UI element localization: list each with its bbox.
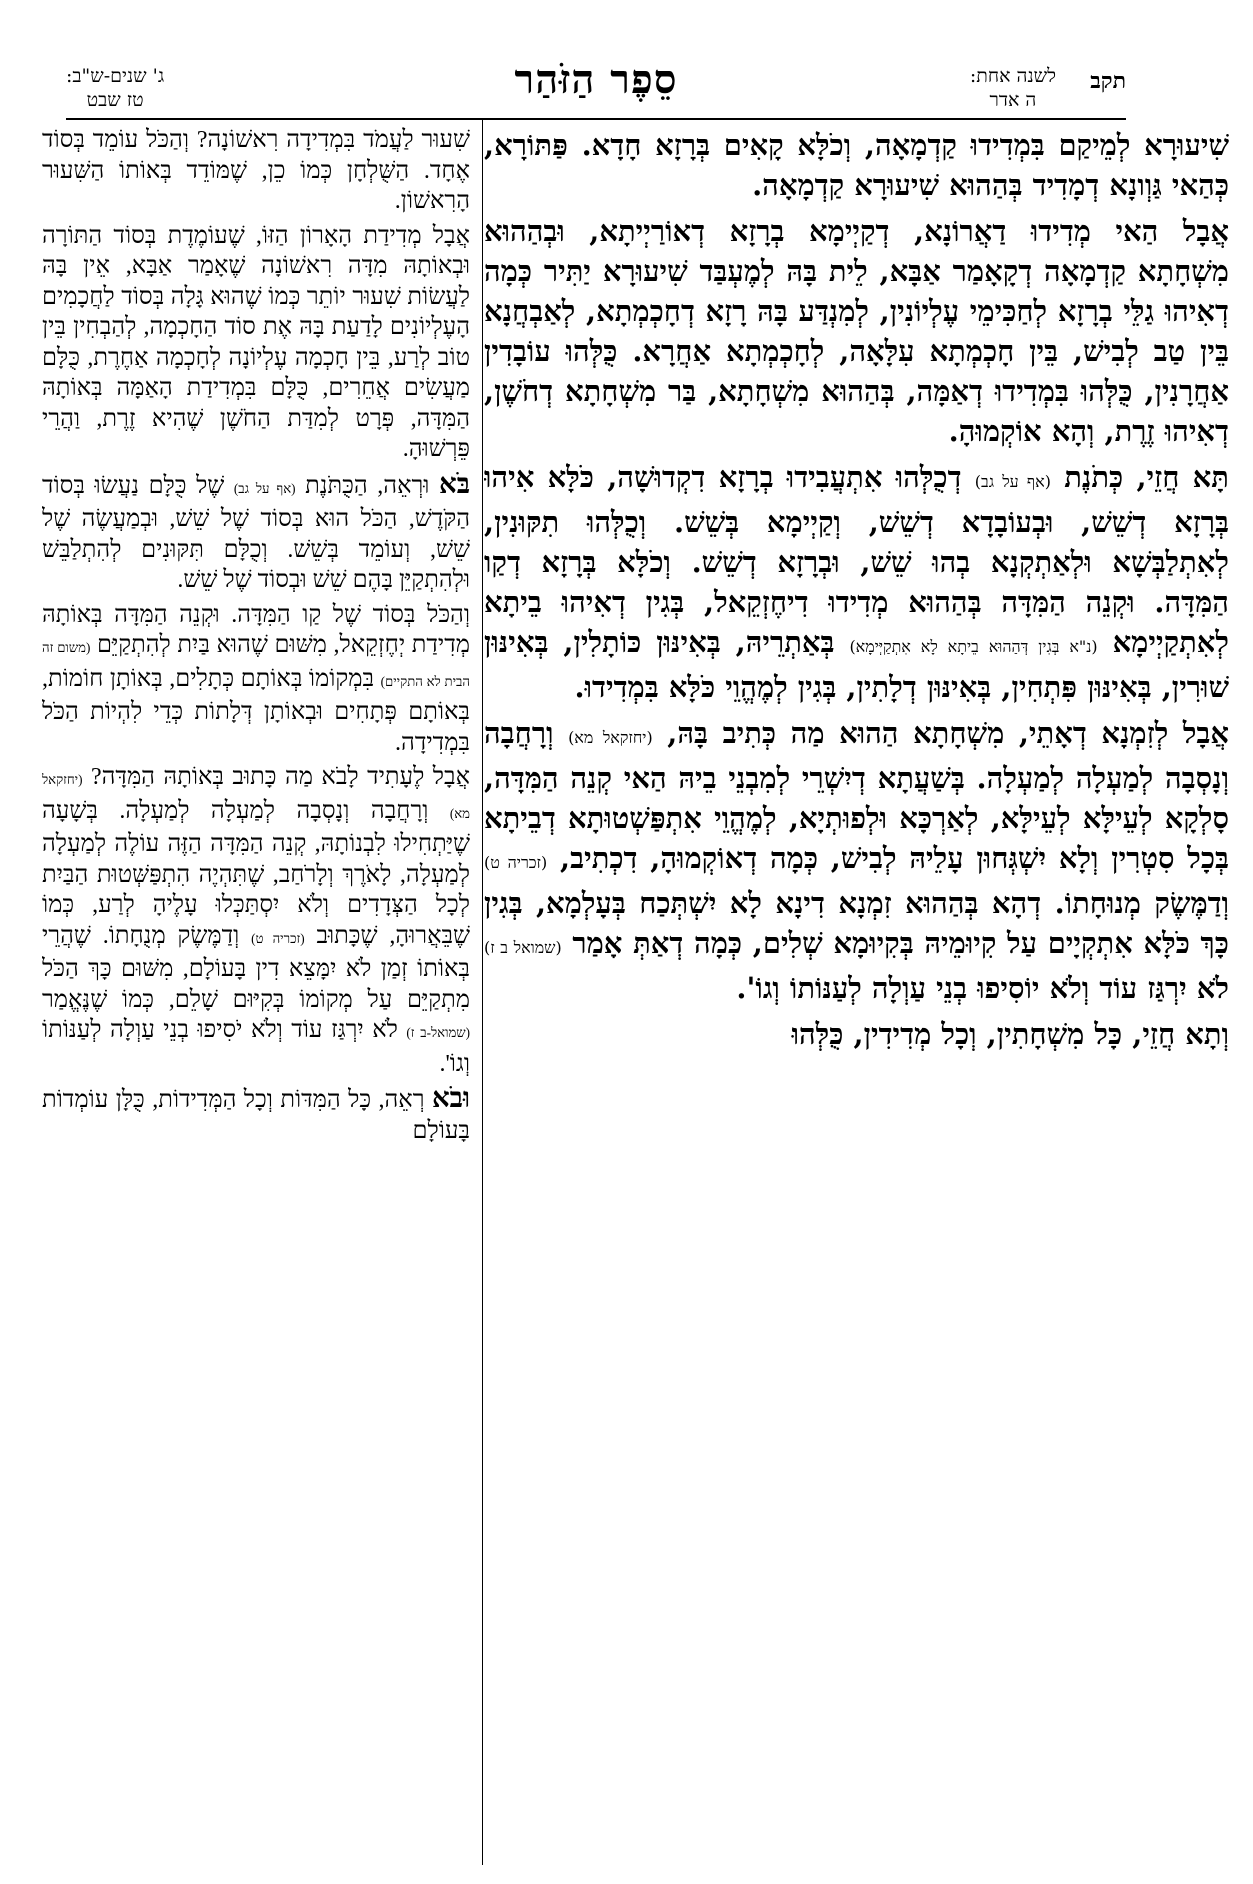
main-p3-ref2: (נ"א בְּגִין דְּהַהוּא בֵיתָא לָא אִתְקַיְּימָא) xyxy=(849,637,1098,656)
main-p3-ref: (אף על גב) xyxy=(974,472,1051,491)
side-p5-ref: (יחזקאל מא) xyxy=(42,772,470,821)
side-paragraph-1: שִׁעוּר לַעֲמֹד בִּמְדִידָה רִאשׁוֹנָה? וְהַכֹּל עוֹמֵד בְּסוֹד אֶחָד. הַשֻּׁלְחָן כְּמוֹ כֵן, שֶׁמּוֹדֵד בְּאוֹתוֹ הַשִּׁעוּר הָרִאשׁוֹן. xyxy=(42,127,470,214)
main-p3-text-b: בְּאַתְרֵיהּ, בְּאִינּוּן כּוֹתָלִין, בְּאִינּוּן שׁוּרִין, בְּאִינּוּן פִּתְחִין, בְּאִינּוּן דְלָתִין, בְּגִין לְמֶהֱוֵי כֹּלָּא בִּמְדִידוּ. xyxy=(484,625,1229,704)
main-p4-text: וְרָחֲבָה וְנָסְבָה לְמַעְלָה לְמַעְלָה. בְּשַׁעֲתָא דְיִשְׁרֵי לְמִבְנֵי בֵיהּ הַאי קְנֵה הַמִּדָּה, סָלְקָא לְעֵילָּא לְעֵילָּא, לְאַרְכָּא וּלְפוּתְיָא, לְמֶהֱוֵי אִתְפַּשְׁטוּתָא דְבֵיתָא בְּכָל סִטְרִין וְלָא יִשְׁגְּחוּן עָלֵיהּ לְבִישׁ, כְּמָה דְאוֹקְמוּהָ, דִכְתִיב, xyxy=(484,716,1229,875)
main-p4-ref2: (זכריה ט) xyxy=(484,853,548,872)
side-p4-ref: (משום זה הבית לא התקיים) xyxy=(42,640,470,689)
page-header xyxy=(66,56,1126,118)
main-paragraph-3 xyxy=(484,457,1229,707)
side-p3-ref: (אף על גב) xyxy=(233,480,296,496)
side-p3-text-a: וּרְאֵה, הַכֻּתֹּנֶת xyxy=(305,472,430,499)
side-paragraph-4 xyxy=(42,600,470,759)
header-right-line2: ה אדר xyxy=(989,89,1037,111)
side-p3-lead: בֹּא xyxy=(439,467,470,499)
side-p6-lead: וּבֹא xyxy=(431,1082,470,1113)
side-p3-text: שֶׁל כֻּלָּם נַעֲשׂוּ בְּסוֹד הַקֹּדֶשׁ, הַכֹּל הוּא בְּסוֹד שֶׁל שֵׁשׁ, וּבְמַעֲשֶׂה שֶׁל שֵׁשׁ, וְעוֹמֵד בְּשֵׁשׁ. וְכֻלָּם תִּקּוּנִים לְהִתְלַבֵּשׁ וּלְהִתְקַיֵּן בָּהֶם שֵׁשׁ וּבְסוֹד שֶׁל שֵׁשׁ. xyxy=(42,472,470,593)
main-paragraph-4 xyxy=(484,713,1229,1008)
main-p3-lead: תָּא חֲזֵי, כְּתֹנֶת xyxy=(1064,460,1229,494)
header-left-line2: טז שבט xyxy=(86,89,144,111)
book-title: סֵפֶר הַזֹּהַר xyxy=(514,56,678,103)
side-p5-text: אֲבָל לֶעָתִיד לָבֹא מַה כָּתוּב בְּאוֹתָהּ הַמִּדָּה? xyxy=(90,764,470,790)
header-left-note xyxy=(66,64,164,112)
main-paragraph-2: אֲבָל הַאי מְדִידוּ דַאֲרוֹנָא, דְקַיְימָא בְרָזָא דְאוֹרַיְיתָא, וּבְהַהוּא מִשְׁחָתָא קַדְמָאָה דְקָאָמַר אַבָּא, לֵית בָּהּ לְמֶעְבַּד שִׁיעוּרָא יַתִּיר כְּמָה דְאִיהוּ גַלֵּי בְרָזָא לְחַכִּימֵי עֶלְיוֹנִין, לְמִנְדַּע בָּהּ רָזָא דְחָכְמְתָא, לְאַבְחֲנָא בֵּין טַב לְבִישׁ, בֵּין חָכְמְתָא עִלָּאָה, לְחָכְמְתָא אַחֲרָא. כֻּלְּהוּ עוֹבָדִין אַחֲרָנִין, כֻּלְּהוּ בִּמְדִידוּ דְאַמָּה, בְּהַהוּא מִשְׁחָתָא, בַּר מִשְׁחָתָא דְחֹשֶׁן, דְאִיהוּ זֶרֶת, וְהָא אוֹקְמוּהָ. xyxy=(484,214,1229,448)
main-p4-ref3: (שמואל ב ז) xyxy=(484,938,562,957)
side-p4-text-b: בִּמְקוֹמוֹ בְּאוֹתָם כְּתָלִים, בְּאוֹתָן חוֹמוֹת, בְּאוֹתָם פְּתָחִים וּבְאוֹתָן דְּלָתוֹת כְּדֵי לִהְיוֹת הַכֹּל בִּמְדִידָה. xyxy=(42,665,470,756)
main-p3-text: דְכֻלְּהוּ אִתְעֲבִידוּ בְרָזָא דִקְדוּשָׁה, כֹּלָּא אִיהוּ בְּרָזָא דְשֵׁשׁ, וּבְעוֹבָדָא דְשֵׁשׁ, וְקַיְימָא בְּשֵׁשׁ. וְכֻלְּהוּ תִקּוּנִין, לְאִתְלַבְּשָׁא וּלְאַתְקְנָא בְהוּ שֵׁשׁ, וּבְרָזָא דְשֵׁשׁ. וְכֹלָּא בְּרָזָא דְקַו הַמִּדָּה. וּקְנֵה הַמִּדָּה בְּהַהוּא מְדִידוּ דִיחֶזְקֵאל, בְּגִין דְאִיהוּ בֵיתָא לְאִתְקַיְימָא xyxy=(484,460,1229,659)
column-divider xyxy=(482,120,483,1865)
side-p4-text: וְהַכֹּל בְּסוֹד שֶׁל קַו הַמִּדָּה. וּקְנֵה הַמִּדָּה בְּאוֹתָהּ מְדִידַת יְחֶזְקֵאל, מִשּׁוּם שֶׁהוּא בַּיִת לְהִתְקַיֵּם xyxy=(42,601,470,658)
main-p4-text-c: לֹא יִרְגַּז עוֹד וְלֹא יוֹסִיפוּ בְנֵי עַוְלָה לְעַנּוֹתוֹ וְגוֹ'. xyxy=(736,971,1229,1005)
header-left-line1: ג' שנים-ש"ב: xyxy=(66,65,165,87)
translation-column xyxy=(42,125,470,1865)
side-paragraph-6 xyxy=(42,1083,470,1146)
header-rule xyxy=(66,118,1126,120)
page-number: תקב xyxy=(1090,68,1126,94)
header-right-line1: לשנה אחת: xyxy=(969,65,1056,87)
side-paragraph-3 xyxy=(42,469,470,596)
side-paragraph-5 xyxy=(42,762,470,1079)
main-paragraph-5: וְתָא חֲזֵי, כָּל מִשְׁחָתִין, וְכָל מְדִידִין, כֻּלְּהוּ xyxy=(791,1017,1229,1051)
side-paragraph-2: אֲבָל מְדִידַת הָאָרוֹן הַזּוֹ, שֶׁעוֹמֶדֶת בְּסוֹד הַתּוֹרָה וּבְאוֹתָהּ מִדָּה רִאשׁוֹנָה שֶׁאָמַר אַבָּא, אֵין בָּהּ לַעֲשׂוֹת שִׁעוּר יוֹתֵר כְּמוֹ שֶׁהוּא גָּלָה בְּסוֹד לַחֲכָמִים הָעֶלְיוֹנִים לָדַעַת בָּהּ אֶת סוֹד הַחָכְמָה, לְהַבְחִין בֵּין טוֹב לְרַע, בֵּין חָכְמָה עֶלְיוֹנָה לְחָכְמָה אַחֶרֶת, כֻּלָּם מַעֲשִׂים אֲחֵרִים, כֻּלָּם בִּמְדִידַת הָאַמָּה בְּאוֹתָהּ הַמִּדָּה, פְּרָט לְמִדַּת הַחֹשֶׁן שֶׁהִיא זֶרֶת, וַהֲרֵי פֵּרְשׁוּהָ. xyxy=(42,222,470,462)
side-p5-ref2: (זכריה ט) xyxy=(251,930,305,946)
main-column xyxy=(484,125,1229,1865)
side-p5-text-d: לֹא יִרְגַּז עוֹד וְלֹא יֹסִיפוּ בְנֵי עַוְלָה לְעַנּוֹתוֹ וְגוֹ'. xyxy=(42,1017,470,1077)
side-p5-text-c: וְדַמֶּשֶׂק מְנֻחָתוֹ. שֶׁהֲרֵי בְּאוֹתוֹ זְמַן לֹא יִמָּצֵא דִין בָּעוֹלָם, מִשּׁוּם כָּךְ הַכֹּל מִתְקַיֵּם עַל מְקוֹמוֹ בְּקִיּוּם שָׁלֵם, כְּמוֹ שֶׁנֶּאֱמַר xyxy=(42,922,470,1013)
main-p4-ref: (יחזקאל מא) xyxy=(568,728,653,747)
main-paragraph-1: שִׁיעוּרָא לְמֵיקַם בִּמְדִידוּ קַדְמָאָה, וְכֹלָּא קָאִים בְּרָזָא חָדָא. פַּתּוֹרָא, כְּהַאי גַּוְונָא דְמָדִיד בְּהַהוּא שִׁיעוּרָא קַדְמָאָה. xyxy=(484,128,1229,202)
main-p4-text-b: וְדַמֶּשֶׂק מְנוּחָתוֹ. דְהָא בְּהַהוּא זִמְנָא דִינָא לָא יִשְׁתְּכַח בְּעָלְמָא, בְּגִין כָּךְ כֹּלָּא אִתְקְיָים עַל קִיוּמֵיהּ בְּקִיוּמָא שְׁלִים, כְּמָה דְאַתְּ אָמַר xyxy=(484,886,1229,960)
side-p5-ref3: (שמואל-ב ז) xyxy=(406,1025,470,1040)
side-p5-text-b: וְרָחֲבָה וְנָסְבָה לְמַעְלָה לְמַעְלָה. בְּשָׁעָה שֶׁיַּתְחִילוּ לִבְנוֹתָהּ, קְנֵה הַמִּדָּה הַזֶּה עוֹלֶה לְמַעְלָה לְמַעְלָה, לָאֹרֶךְ וְלָרֹחַב, שֶׁתִּהְיֶה הִתְפַּשְּׁטוּת הַבַּיִת לְכָל הַצְּדָדִים וְלֹא יִסְתַּכְּלוּ עָלֶיהָ לְרַע, כְּמוֹ שֶׁבֵּאֲרוּהָ, שֶׁכָּתוּב xyxy=(42,797,470,949)
side-p6-text: רְאֵה, כָּל הַמִּדּוֹת וְכָל הַמְּדִידוֹת, כֻּלָּן עוֹמְדוֹת בָּעוֹלָם xyxy=(42,1087,470,1144)
main-p4-lead: אֲבָל לְזִמְנָא דְאָתֵי, מִשְׁחָתָא הַהוּא מַה כְּתִיב בָּהּ, xyxy=(667,716,1229,750)
